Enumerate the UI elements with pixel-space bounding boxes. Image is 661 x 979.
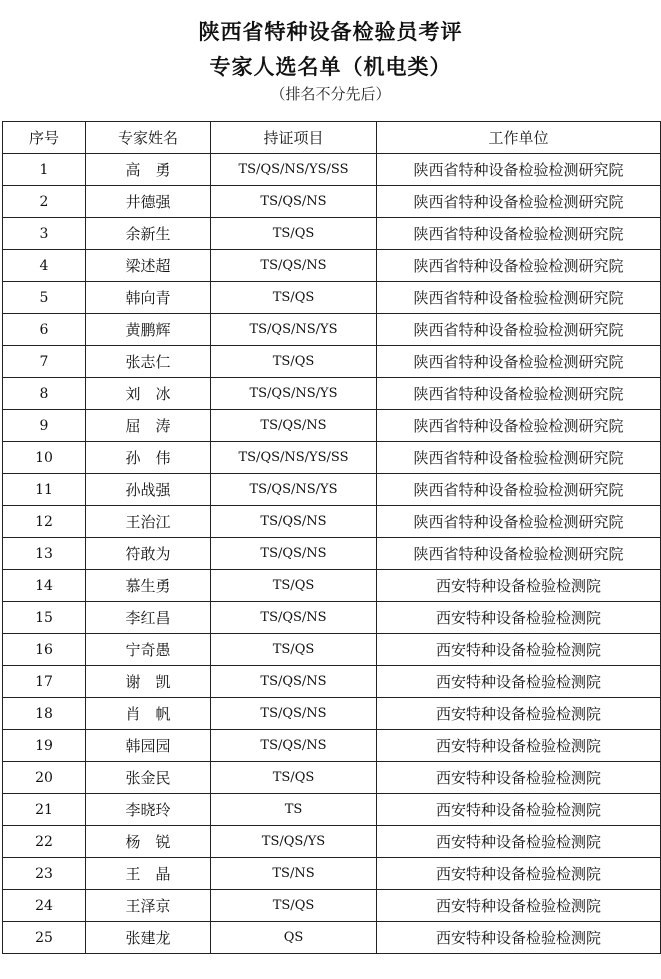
certification-items: TS/QS [211, 762, 377, 794]
table-row [3, 474, 661, 506]
table-row [3, 570, 661, 602]
certification-items: TS/QS/YS [211, 826, 377, 858]
work-unit: 西安特种设备检验检测院 [377, 762, 661, 794]
table-row [3, 506, 661, 538]
row-number: 21 [3, 794, 86, 826]
work-unit: 西安特种设备检验检测院 [377, 858, 661, 890]
table-row [3, 698, 661, 730]
work-unit: 西安特种设备检验检测院 [377, 890, 661, 922]
certification-items: TS [211, 794, 377, 826]
document-title-line2: 专家人选名单（机电类） [209, 55, 452, 79]
table-row [3, 762, 661, 794]
certification-items: TS/QS/NS [211, 506, 377, 538]
certification-items: TS/QS/NS [211, 698, 377, 730]
table-row [3, 442, 661, 474]
row-number: 24 [3, 890, 86, 922]
row-number: 10 [3, 442, 86, 474]
table-row [3, 378, 661, 410]
row-number: 19 [3, 730, 86, 762]
expert-name: 梁述超 [86, 250, 211, 282]
work-unit: 陕西省特种设备检验检测研究院 [377, 506, 661, 538]
row-number: 5 [3, 282, 86, 314]
work-unit: 陕西省特种设备检验检测研究院 [377, 250, 661, 282]
table-row [3, 186, 661, 218]
work-unit: 陕西省特种设备检验检测研究院 [377, 314, 661, 346]
work-unit: 西安特种设备检验检测院 [377, 666, 661, 698]
expert-name: 符敢为 [86, 538, 211, 570]
table-row [3, 634, 661, 666]
document-title-line1: 陕西省特种设备检验员考评 [198, 20, 463, 44]
row-number: 16 [3, 634, 86, 666]
expert-name: 杨 锐 [86, 826, 211, 858]
certification-items: TS/QS [211, 634, 377, 666]
table-header-row [3, 122, 661, 154]
certification-items: TS/QS/NS/YS [211, 314, 377, 346]
certification-items: TS/QS/NS [211, 410, 377, 442]
row-number: 13 [3, 538, 86, 570]
table-row [3, 602, 661, 634]
work-unit: 西安特种设备检验检测院 [377, 602, 661, 634]
work-unit: 西安特种设备检验检测院 [377, 922, 661, 954]
work-unit: 西安特种设备检验检测院 [377, 570, 661, 602]
expert-name: 王泽京 [86, 890, 211, 922]
expert-name: 张金民 [86, 762, 211, 794]
work-unit: 西安特种设备检验检测院 [377, 826, 661, 858]
work-unit: 陕西省特种设备检验检测研究院 [377, 186, 661, 218]
work-unit: 陕西省特种设备检验检测研究院 [377, 346, 661, 378]
expert-name: 余新生 [86, 218, 211, 250]
table-row [3, 250, 661, 282]
row-number: 8 [3, 378, 86, 410]
table-row [3, 346, 661, 378]
table-row [3, 282, 661, 314]
row-number: 22 [3, 826, 86, 858]
table-row [3, 666, 661, 698]
table-body [3, 154, 661, 954]
expert-name: 李晓玲 [86, 794, 211, 826]
expert-name: 张志仁 [86, 346, 211, 378]
expert-name: 王 晶 [86, 858, 211, 890]
expert-name: 张建龙 [86, 922, 211, 954]
row-number: 3 [3, 218, 86, 250]
certification-items: QS [211, 922, 377, 954]
work-unit: 陕西省特种设备检验检测研究院 [377, 218, 661, 250]
row-number: 9 [3, 410, 86, 442]
expert-name: 屈 涛 [86, 410, 211, 442]
certification-items: TS/QS/NS/YS [211, 474, 377, 506]
table-row [3, 154, 661, 186]
expert-name: 王治江 [86, 506, 211, 538]
work-unit: 陕西省特种设备检验检测研究院 [377, 538, 661, 570]
expert-name: 肖 帆 [86, 698, 211, 730]
expert-name: 孙 伟 [86, 442, 211, 474]
work-unit: 西安特种设备检验检测院 [377, 698, 661, 730]
table-row [3, 890, 661, 922]
expert-name: 慕生勇 [86, 570, 211, 602]
table-row [3, 314, 661, 346]
row-number: 12 [3, 506, 86, 538]
certification-items: TS/QS/NS [211, 186, 377, 218]
work-unit: 西安特种设备检验检测院 [377, 634, 661, 666]
row-number: 15 [3, 602, 86, 634]
expert-roster-table [2, 121, 661, 954]
row-number: 2 [3, 186, 86, 218]
table-row [3, 794, 661, 826]
certification-items: TS/QS [211, 282, 377, 314]
header-no: 序号 [3, 122, 86, 154]
table-row [3, 826, 661, 858]
work-unit: 陕西省特种设备检验检测研究院 [377, 378, 661, 410]
certification-items: TS/QS/NS/YS/SS [211, 442, 377, 474]
expert-name: 孙战强 [86, 474, 211, 506]
document-subtitle: （排名不分先后） [270, 85, 391, 103]
certification-items: TS/QS [211, 890, 377, 922]
work-unit: 陕西省特种设备检验检测研究院 [377, 442, 661, 474]
header-unit: 工作单位 [377, 122, 661, 154]
certification-items: TS/NS [211, 858, 377, 890]
header-cert: 持证项目 [211, 122, 377, 154]
row-number: 1 [3, 154, 86, 186]
work-unit: 陕西省特种设备检验检测研究院 [377, 410, 661, 442]
expert-name: 韩向青 [86, 282, 211, 314]
expert-name: 黄鹏辉 [86, 314, 211, 346]
work-unit: 西安特种设备检验检测院 [377, 794, 661, 826]
row-number: 18 [3, 698, 86, 730]
table-row [3, 218, 661, 250]
row-number: 11 [3, 474, 86, 506]
row-number: 23 [3, 858, 86, 890]
certification-items: TS/QS/NS [211, 730, 377, 762]
expert-name: 井德强 [86, 186, 211, 218]
certification-items: TS/QS/NS [211, 250, 377, 282]
certification-items: TS/QS/NS [211, 538, 377, 570]
row-number: 17 [3, 666, 86, 698]
table-row [3, 410, 661, 442]
table-row [3, 858, 661, 890]
row-number: 7 [3, 346, 86, 378]
work-unit: 陕西省特种设备检验检测研究院 [377, 474, 661, 506]
table-row [3, 538, 661, 570]
row-number: 20 [3, 762, 86, 794]
work-unit: 陕西省特种设备检验检测研究院 [377, 154, 661, 186]
work-unit: 西安特种设备检验检测院 [377, 730, 661, 762]
expert-name: 高 勇 [86, 154, 211, 186]
work-unit: 陕西省特种设备检验检测研究院 [377, 282, 661, 314]
certification-items: TS/QS [211, 570, 377, 602]
expert-name: 刘 冰 [86, 378, 211, 410]
expert-name: 宁奇愚 [86, 634, 211, 666]
certification-items: TS/QS/NS/YS [211, 378, 377, 410]
expert-name: 李红昌 [86, 602, 211, 634]
header-name: 专家姓名 [86, 122, 211, 154]
certification-items: TS/QS/NS [211, 666, 377, 698]
expert-name: 韩园园 [86, 730, 211, 762]
certification-items: TS/QS/NS [211, 602, 377, 634]
table-row [3, 730, 661, 762]
certification-items: TS/QS/NS/YS/SS [211, 154, 377, 186]
table-row [3, 922, 661, 954]
certification-items: TS/QS [211, 218, 377, 250]
row-number: 6 [3, 314, 86, 346]
expert-name: 谢 凯 [86, 666, 211, 698]
row-number: 4 [3, 250, 86, 282]
row-number: 25 [3, 922, 86, 954]
row-number: 14 [3, 570, 86, 602]
certification-items: TS/QS [211, 346, 377, 378]
